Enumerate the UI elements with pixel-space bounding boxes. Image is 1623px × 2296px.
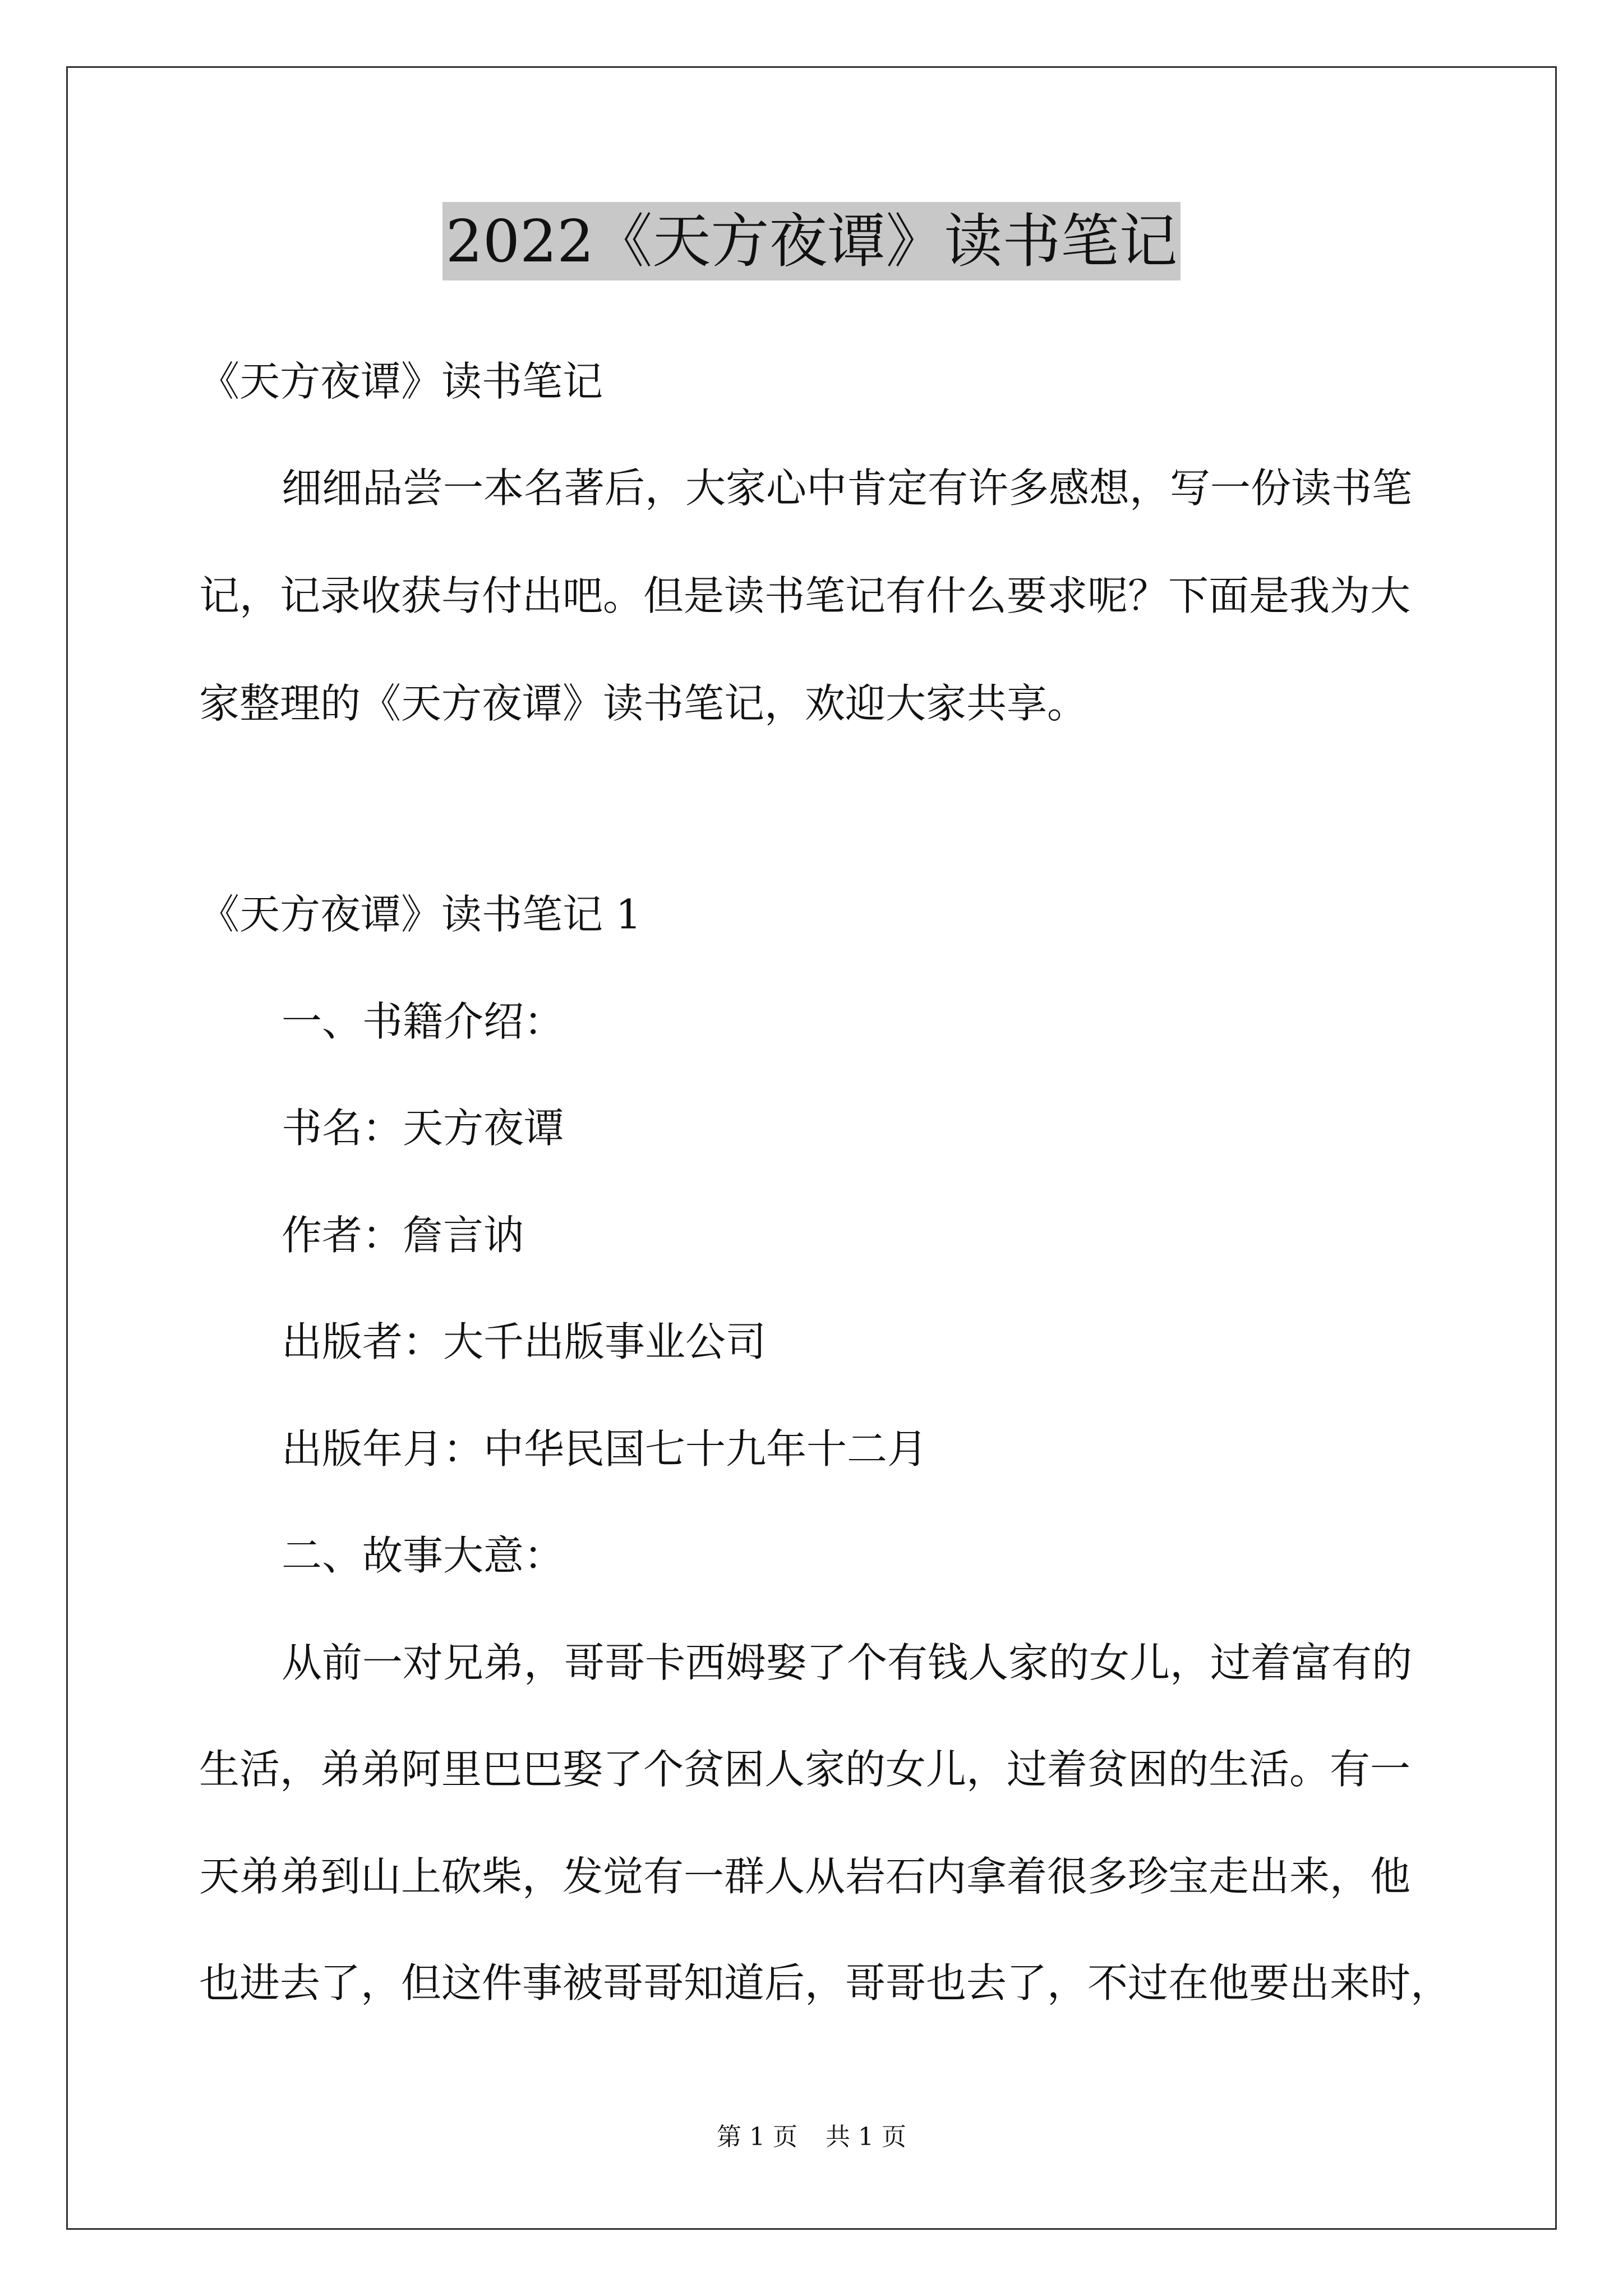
paragraph-line: 细细品尝一本名著后，大家心中肯定有许多感想，写一份读书笔 (282, 464, 1413, 512)
paragraph-line: 出版年月：中华民国七十九年十二月 (282, 1425, 928, 1473)
paragraph-line: 天弟弟到山上砍柴，发觉有一群人从岩石内拿着很多珍宝走出来，他 (199, 1853, 1411, 1900)
document-title: 2022《天方夜谭》读书笔记 (442, 202, 1181, 280)
page-number: 第 1 页 (717, 2123, 797, 2151)
section-heading: 《天方夜谭》读书笔记 1 (199, 891, 642, 938)
paragraph-line: 从前一对兄弟，哥哥卡西姆娶了个有钱人家的女儿，过着富有的 (282, 1639, 1413, 1686)
paragraph-line: 二、故事大意： (282, 1532, 565, 1579)
page-total: 共 1 页 (826, 2123, 906, 2151)
paragraph-line: 书名：天方夜谭 (282, 1105, 565, 1152)
title-container (0, 202, 1623, 280)
section-heading: 《天方夜谭》读书笔记 (199, 358, 603, 405)
paragraph-line: 作者：詹言讷 (282, 1212, 524, 1259)
paragraph-line: 生活，弟弟阿里巴巴娶了个贫困人家的女儿，过着贫困的生活。有一 (199, 1746, 1411, 1793)
paragraph-line: 家整理的《天方夜谭》读书笔记，欢迎大家共享。 (199, 680, 1088, 727)
paragraph-line: 记，记录收获与付出吧。但是读书笔记有什么要求呢？下面是我为大 (199, 572, 1411, 619)
paragraph-line: 出版者：大千出版事业公司 (282, 1318, 767, 1365)
paragraph-line: 也进去了，但这件事被哥哥知道后，哥哥也去了，不过在他要出来时， (199, 1959, 1451, 2007)
paragraph-line: 一、书籍介绍： (282, 998, 565, 1045)
page-footer (0, 2120, 1623, 2154)
